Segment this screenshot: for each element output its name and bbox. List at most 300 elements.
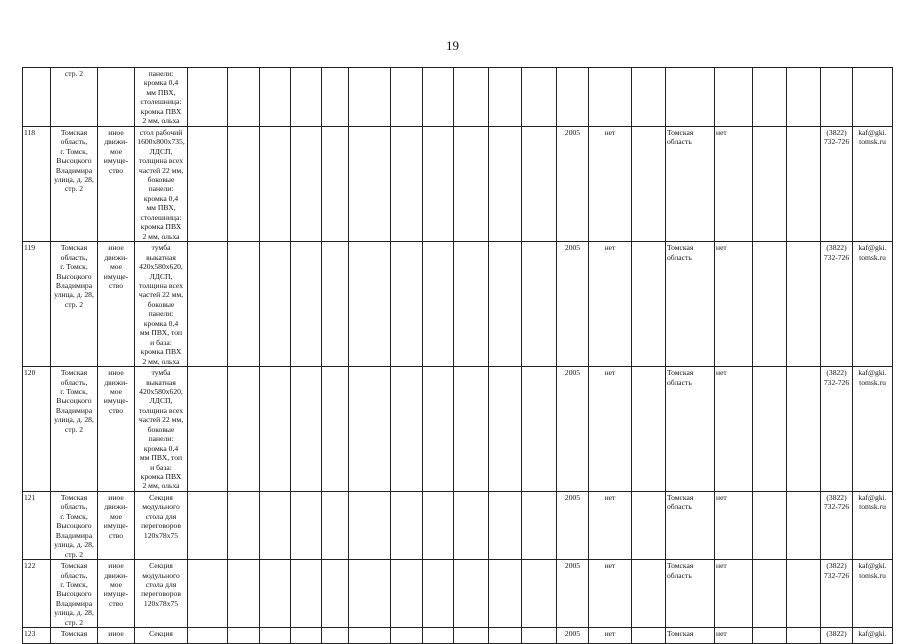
encumbrance-cell: нет [589, 560, 632, 628]
phone-cell [821, 367, 853, 492]
cell-line: панели: [148, 309, 174, 319]
cell-line: толщина всех [138, 280, 184, 290]
empty-cell [423, 628, 454, 644]
cell-line: tomsk.ru [859, 570, 886, 580]
empty-cell [787, 242, 821, 367]
cell-line: tomsk.ru [859, 502, 886, 512]
cell-line: панели: [148, 69, 174, 78]
cell-line: ство [108, 598, 124, 608]
table-row [23, 560, 893, 628]
cell-line: движи- [104, 377, 128, 387]
empty-cell [522, 126, 557, 241]
cell-line: kaf@gki. [858, 561, 887, 571]
cell-line: Томская [60, 492, 88, 502]
cell-line: частей 22 мм, [138, 290, 184, 300]
empty-cell [260, 491, 291, 559]
cell-line: тумба [151, 368, 171, 378]
property-type-cell [98, 242, 135, 367]
description-cell [135, 68, 188, 127]
cell-line: Секция [149, 629, 173, 639]
empty-cell [753, 126, 787, 241]
cell-line: kaf@gki. [858, 629, 887, 639]
empty-cell [349, 367, 391, 492]
email-cell [853, 68, 893, 127]
empty-cell [391, 367, 423, 492]
empty-cell [632, 491, 666, 559]
page-number: 19 [446, 38, 459, 53]
address-cell [51, 491, 98, 559]
encumbrance-cell: нет [589, 242, 632, 367]
cell-line: боковые [147, 299, 175, 309]
cell-line: тумба [151, 243, 171, 253]
year-cell: 2005 [557, 126, 589, 241]
email-cell [853, 126, 893, 241]
cell-line: стола для [145, 580, 177, 590]
flag-cell: нет [715, 628, 753, 644]
cell-line: улица, д. 28, [54, 540, 94, 550]
flag-cell: нет [715, 242, 753, 367]
row-number-cell [23, 68, 51, 127]
empty-cell [322, 242, 349, 367]
phone-cell [821, 628, 853, 644]
cell-line: имуще- [103, 156, 129, 166]
property-type-cell [98, 68, 135, 127]
cell-line: ство [108, 280, 124, 290]
empty-cell [291, 560, 322, 628]
description-cell [135, 560, 188, 628]
flag-cell: нет [715, 491, 753, 559]
cell-line: иное [108, 368, 124, 378]
cell-line: область [667, 502, 692, 512]
empty-cell [787, 367, 821, 492]
description-cell [135, 126, 188, 241]
cell-line: столешница: [140, 212, 182, 222]
cell-line: ство [108, 405, 124, 415]
cell-line: область [667, 137, 692, 147]
region-cell [666, 491, 715, 559]
empty-cell [522, 491, 557, 559]
cell-line: г. Томск, [60, 146, 88, 156]
cell-line: kaf@gki. [858, 243, 887, 253]
cell-line: панели: [148, 184, 174, 194]
cell-line: kaf@gki. [858, 368, 887, 378]
address-cell [51, 126, 98, 241]
property-type-cell [98, 560, 135, 628]
cell-line: 732-726 [823, 502, 850, 512]
cell-line: имуще- [103, 589, 129, 599]
empty-cell [753, 628, 787, 644]
cell-line: мое [109, 580, 123, 590]
cell-line: улица, д. 28, [54, 415, 94, 425]
cell-line: мм ПВХ, топ [139, 328, 183, 338]
empty-cell [349, 126, 391, 241]
region-cell [666, 242, 715, 367]
cell-line: иное [108, 243, 124, 253]
email-cell [853, 560, 893, 628]
flag-cell [715, 68, 753, 127]
empty-cell [489, 560, 522, 628]
row-number-cell: 120 [23, 367, 51, 492]
cell-line: выкатная [146, 377, 176, 387]
cell-line: мм ПВХ, [146, 203, 176, 213]
row-number-cell: 119 [23, 242, 51, 367]
address-cell [51, 367, 98, 492]
cell-line: Томская [667, 492, 694, 502]
cell-line: ство [108, 530, 124, 540]
cell-line: толщина всех [138, 405, 184, 415]
cell-line: и база: [150, 337, 172, 347]
cell-line: кромка ПВХ [140, 347, 182, 357]
property-type-cell [98, 628, 135, 644]
cell-line: kaf@gki. [858, 492, 887, 502]
cell-line: 732-726 [823, 377, 850, 387]
cell-line: Владимира [55, 165, 93, 175]
empty-cell [349, 491, 391, 559]
empty-cell [391, 491, 423, 559]
cell-line: имуще- [103, 396, 129, 406]
empty-cell [423, 491, 454, 559]
empty-cell [489, 491, 522, 559]
property-register-table [22, 67, 893, 644]
empty-cell [322, 628, 349, 644]
row-number-cell: 122 [23, 560, 51, 628]
year-cell [557, 68, 589, 127]
cell-line: область [667, 570, 692, 580]
cell-line: стр. 2 [64, 299, 84, 309]
empty-cell [454, 628, 489, 644]
flag-cell: нет [715, 560, 753, 628]
empty-cell [454, 367, 489, 492]
cell-line: 1600х800х735, [137, 137, 185, 147]
cell-line: Владимира [55, 280, 93, 290]
empty-cell [322, 367, 349, 492]
cell-line: стр. 2 [64, 617, 84, 627]
empty-cell [632, 68, 666, 127]
phone-cell [821, 242, 853, 367]
cell-line: переговоров [141, 521, 181, 531]
cell-line: стр. 2 [64, 69, 84, 78]
cell-line: толщина всех [138, 156, 184, 166]
region-cell [666, 367, 715, 492]
description-cell [135, 367, 188, 492]
empty-cell [260, 560, 291, 628]
cell-line: переговоров [141, 589, 181, 599]
cell-line: улица, д. 28, [54, 174, 94, 184]
cell-line: 120х78х75 [143, 530, 179, 540]
empty-cell [787, 560, 821, 628]
cell-line: стол рабочий [139, 127, 183, 137]
property-type-cell [98, 491, 135, 559]
description-cell [135, 628, 188, 644]
encumbrance-cell [589, 68, 632, 127]
empty-cell [632, 560, 666, 628]
cell-line: 420х580х620, [139, 386, 183, 396]
empty-cell [260, 68, 291, 127]
cell-line: область [667, 252, 692, 262]
table-row [23, 126, 893, 241]
cell-line: иное [108, 561, 124, 571]
encumbrance-cell: нет [589, 367, 632, 492]
cell-line: Томская [60, 368, 88, 378]
empty-cell [423, 68, 454, 127]
empty-cell [391, 68, 423, 127]
cell-line: Томская [667, 368, 694, 378]
cell-line: имуще- [103, 521, 129, 531]
row-number-cell: 118 [23, 126, 51, 241]
empty-cell [260, 242, 291, 367]
empty-cell [454, 491, 489, 559]
empty-cell [291, 242, 322, 367]
cell-line: частей 22 мм, [138, 165, 184, 175]
empty-cell [188, 628, 228, 644]
description-cell [135, 491, 188, 559]
empty-cell [489, 126, 522, 241]
empty-cell [260, 126, 291, 241]
empty-cell [454, 560, 489, 628]
cell-line: движи- [104, 570, 128, 580]
phone-cell [821, 491, 853, 559]
cell-line: 420х580х620, [139, 262, 183, 272]
cell-line: tomsk.ru [859, 377, 886, 387]
cell-line: ЛДСП, [149, 146, 173, 156]
cell-line: область, [60, 377, 88, 387]
cell-line: Высоцкого [56, 521, 92, 531]
row-number-cell: 123 [23, 628, 51, 644]
empty-cell [787, 628, 821, 644]
empty-cell [188, 68, 228, 127]
cell-line: (3822) [826, 243, 847, 253]
cell-line: 2 мм, ольха [142, 481, 180, 491]
phone-cell [821, 560, 853, 628]
cell-line: мое [109, 386, 123, 396]
empty-cell [423, 367, 454, 492]
empty-cell [391, 560, 423, 628]
cell-line: область, [60, 137, 88, 147]
empty-cell [228, 628, 260, 644]
empty-cell [522, 242, 557, 367]
phone-cell [821, 68, 853, 127]
property-type-cell [98, 126, 135, 241]
empty-cell [454, 68, 489, 127]
cell-line: Томская [667, 561, 694, 571]
cell-line: Томская [667, 243, 694, 253]
year-cell: 2005 [557, 367, 589, 492]
cell-line: мм ПВХ, топ [139, 453, 183, 463]
cell-line: область, [60, 570, 88, 580]
cell-line: (3822) [826, 492, 847, 502]
cell-line: tomsk.ru [859, 252, 886, 262]
empty-cell [391, 126, 423, 241]
cell-line: боковые [147, 424, 175, 434]
cell-line: (3822) [826, 629, 847, 639]
cell-line: модульного [142, 570, 180, 580]
empty-cell [423, 126, 454, 241]
cell-line: и база: [150, 462, 172, 472]
empty-cell [632, 367, 666, 492]
year-cell: 2005 [557, 628, 589, 644]
cell-line: Томская [667, 629, 694, 639]
empty-cell [322, 68, 349, 127]
table-row [23, 68, 893, 127]
empty-cell [228, 491, 260, 559]
cell-line: боковые [147, 174, 175, 184]
cell-line: кромка ПВХ [140, 472, 182, 482]
region-cell [666, 560, 715, 628]
empty-cell [260, 367, 291, 492]
empty-cell [188, 242, 228, 367]
empty-cell [753, 491, 787, 559]
cell-line: tomsk.ru [859, 137, 886, 147]
cell-line: кромка 0,4 [143, 193, 179, 203]
email-cell [853, 491, 893, 559]
table-row [23, 242, 893, 367]
cell-line: Секция [149, 561, 173, 571]
table-row [23, 491, 893, 559]
email-cell [853, 367, 893, 492]
cell-line: 2 мм, ольха [142, 356, 180, 366]
empty-cell [454, 126, 489, 241]
flag-cell: нет [715, 126, 753, 241]
cell-line: Томская [60, 629, 88, 639]
empty-cell [188, 367, 228, 492]
empty-cell [228, 242, 260, 367]
cell-line: область, [60, 252, 88, 262]
empty-cell [632, 628, 666, 644]
cell-line: Высоцкого [56, 271, 92, 281]
cell-line: Высоцкого [56, 156, 92, 166]
empty-cell [753, 560, 787, 628]
cell-line: иное [108, 492, 124, 502]
cell-line: ство [108, 165, 124, 175]
empty-cell [188, 126, 228, 241]
empty-cell [454, 242, 489, 367]
empty-cell [291, 491, 322, 559]
cell-line: 2 мм, ольха [142, 231, 180, 241]
empty-cell [349, 68, 391, 127]
email-cell [853, 242, 893, 367]
cell-line: Владимира [55, 598, 93, 608]
cell-line: панели: [148, 434, 174, 444]
cell-line: Томская [60, 127, 88, 137]
encumbrance-cell: нет [589, 491, 632, 559]
empty-cell [228, 560, 260, 628]
empty-cell [753, 367, 787, 492]
cell-line: (3822) [826, 368, 847, 378]
cell-line: улица, д. 28, [54, 290, 94, 300]
cell-line: мое [109, 262, 123, 272]
cell-line: движи- [104, 502, 128, 512]
row-number-cell: 121 [23, 491, 51, 559]
empty-cell [489, 68, 522, 127]
cell-line: г. Томск, [60, 580, 88, 590]
cell-line: г. Томск, [60, 511, 88, 521]
cell-line: улица, д. 28, [54, 608, 94, 618]
cell-line: движи- [104, 252, 128, 262]
cell-line: движи- [104, 137, 128, 147]
empty-cell [228, 367, 260, 492]
cell-line: столешница: [140, 97, 182, 107]
cell-line: область, [60, 502, 88, 512]
empty-cell [489, 628, 522, 644]
empty-cell [349, 560, 391, 628]
cell-line: кромка 0,4 [143, 443, 179, 453]
empty-cell [228, 68, 260, 127]
empty-cell [228, 126, 260, 241]
empty-cell [391, 628, 423, 644]
empty-cell [522, 560, 557, 628]
cell-line: kaf@gki. [858, 127, 887, 137]
empty-cell [260, 628, 291, 644]
cell-line: мм ПВХ, [146, 87, 176, 97]
table-row [23, 367, 893, 492]
cell-line: частей 22 мм, [138, 415, 184, 425]
cell-line: мое [109, 146, 123, 156]
cell-line: имуще- [103, 271, 129, 281]
cell-line: кромка 0,4 [143, 318, 179, 328]
cell-line: 732-726 [823, 252, 850, 262]
cell-line: (3822) [826, 561, 847, 571]
empty-cell [291, 367, 322, 492]
cell-line: Владимира [55, 530, 93, 540]
region-cell [666, 628, 715, 644]
address-cell [51, 560, 98, 628]
empty-cell [349, 628, 391, 644]
empty-cell [188, 491, 228, 559]
cell-line: область [667, 377, 692, 387]
empty-cell [349, 242, 391, 367]
region-cell [666, 126, 715, 241]
description-cell [135, 242, 188, 367]
empty-cell [489, 367, 522, 492]
empty-cell [291, 126, 322, 241]
empty-cell [522, 367, 557, 492]
year-cell: 2005 [557, 242, 589, 367]
empty-cell [391, 242, 423, 367]
address-cell [51, 242, 98, 367]
cell-line: стр. 2 [64, 424, 84, 434]
cell-line: Высоцкого [56, 589, 92, 599]
empty-cell [322, 491, 349, 559]
empty-cell [522, 68, 557, 127]
phone-cell [821, 126, 853, 241]
cell-line: модульного [142, 502, 180, 512]
cell-line: (3822) [826, 127, 847, 137]
cell-line: г. Томск, [60, 386, 88, 396]
empty-cell [787, 491, 821, 559]
empty-cell [423, 242, 454, 367]
cell-line: кромка 0,4 [143, 78, 179, 88]
year-cell: 2005 [557, 491, 589, 559]
cell-line: 120х78х75 [143, 598, 179, 608]
empty-cell [632, 242, 666, 367]
cell-line: иное [108, 127, 124, 137]
empty-cell [753, 68, 787, 127]
cell-line: мое [109, 511, 123, 521]
empty-cell [522, 628, 557, 644]
cell-line: стр. 2 [64, 549, 84, 559]
empty-cell [787, 68, 821, 127]
region-cell [666, 68, 715, 127]
empty-cell [787, 126, 821, 241]
table-row [23, 628, 893, 644]
flag-cell: нет [715, 367, 753, 492]
cell-line: Томская [667, 127, 694, 137]
empty-cell [322, 126, 349, 241]
empty-cell [423, 560, 454, 628]
cell-line: кромка ПВХ [140, 106, 182, 116]
empty-cell [188, 560, 228, 628]
address-cell [51, 68, 98, 127]
